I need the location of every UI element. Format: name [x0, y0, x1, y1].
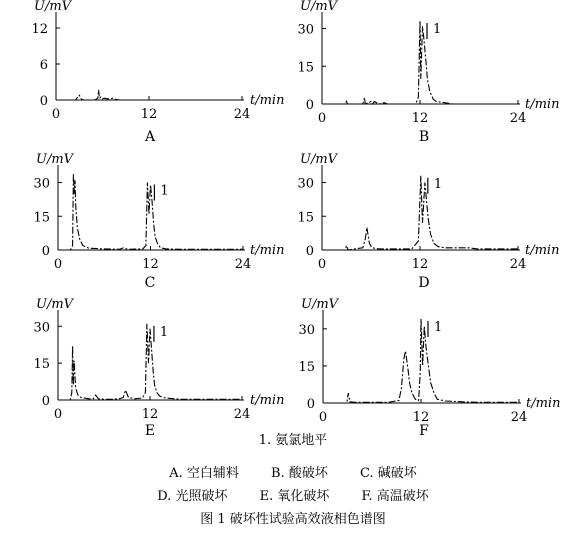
legend-row-2	[0, 489, 586, 505]
panel-b-y-tick-label-0: 0	[305, 98, 314, 113]
panel-a-x-tick-label-24: 24	[233, 107, 251, 122]
panel-c-x-axis-label: t/min	[250, 243, 285, 258]
panel-a-x-axis-label: t/min	[250, 93, 285, 108]
panel-d-x-axis-label: t/min	[525, 243, 560, 258]
panel-f-letter: F	[419, 423, 429, 439]
panel-f-x-tick-label-12: 12	[412, 410, 430, 425]
panel-c-y-tick-label-0: 0	[41, 244, 50, 259]
legend-item-c: C. 碱破坏	[360, 466, 417, 481]
panel-c-x-tick-label-12: 12	[142, 257, 159, 272]
panel-f-y-tick-label-15: 15	[298, 359, 315, 375]
panel-b-y-tick-label-30: 30	[297, 22, 314, 38]
panel-d-x-tick-label-12: 12	[411, 257, 429, 272]
panel-e-peak-label: 1	[159, 324, 169, 340]
panel-a-x-tick-label-0: 0	[51, 107, 61, 122]
panel-d-x-tick-label-0: 0	[317, 257, 327, 272]
panel-c-x-tick-label-0: 0	[53, 257, 63, 272]
panel-a-y-axis-label: U/mV	[34, 0, 72, 14]
panel-d-y-tick-label-0: 0	[305, 244, 314, 259]
panel-e-letter: E	[144, 423, 156, 439]
panel-f-trace-0	[326, 319, 519, 403]
panel-d-trace-0	[325, 176, 518, 250]
panel-e-y-tick-label-15: 15	[33, 357, 50, 373]
panel-b-y-tick-label-15: 15	[297, 60, 314, 76]
panel-e-x-tick-label-0: 0	[53, 407, 63, 422]
panel-a-y-tick-label-12: 12	[31, 22, 48, 37]
panel-f-x-tick-label-24: 24	[510, 410, 528, 425]
legend-item-f: F. 高温破坏	[361, 489, 429, 504]
panel-f-peak-label: 1	[434, 319, 443, 335]
panel-e-x-tick-label-24: 24	[233, 407, 251, 422]
panel-f-y-tick-label-30: 30	[298, 322, 315, 338]
panel-a-trace-0	[59, 90, 180, 100]
panel-c-y-axis-label: U/mV	[36, 152, 74, 167]
panel-e-y-tick-label-30: 30	[33, 320, 50, 336]
panel-e-x-tick-label-12: 12	[141, 407, 159, 422]
panel-d-y-tick-label-15: 15	[297, 210, 314, 226]
panel-a-letter: A	[144, 129, 156, 145]
panel-a-x-tick-label-12: 12	[140, 107, 158, 122]
panel-a-y-tick-label-0: 0	[39, 94, 48, 109]
panel-b-x-tick-label-12: 12	[411, 111, 429, 126]
panel-e-trace-0	[61, 324, 242, 400]
panel-c-peak-label: 1	[160, 183, 169, 199]
panel-e-y-axis-label: U/mV	[36, 297, 74, 312]
panel-c-x-tick-label-24: 24	[234, 257, 252, 272]
panel-b-trace-0	[338, 21, 518, 104]
legend-item-a: A. 空白辅料	[169, 466, 239, 481]
panel-d-y-tick-label-30: 30	[297, 176, 314, 192]
panel-f-x-tick-label-0: 0	[318, 410, 328, 425]
panel-a-y-tick-label-6: 6	[39, 58, 48, 73]
legend-item-e: E. 氧化破坏	[259, 489, 330, 504]
panel-f-y-tick-label-0: 0	[306, 397, 315, 412]
panel-e-x-axis-label: t/min	[250, 393, 285, 408]
panel-d-letter: D	[418, 275, 430, 291]
panel-b-x-axis-label: t/min	[525, 97, 560, 112]
legend-row-1	[0, 466, 586, 482]
panel-b-peak-label: 1	[433, 22, 442, 38]
panel-c-letter: C	[144, 275, 156, 291]
panel-e-y-tick-label-0: 0	[41, 394, 50, 409]
panel-b-letter: B	[418, 129, 430, 145]
panel-b-x-tick-label-0: 0	[317, 111, 327, 126]
legend-item-d: D. 光照破坏	[157, 489, 228, 504]
panel-d-peak-label: 1	[433, 176, 443, 192]
panel-d-y-axis-label: U/mV	[300, 152, 338, 167]
panel-b-y-axis-label: U/mV	[300, 0, 338, 14]
panel-c-y-tick-label-15: 15	[33, 210, 50, 226]
panel-b-x-tick-label-24: 24	[509, 111, 527, 126]
panel-f-x-axis-label: t/min	[526, 396, 561, 411]
figure-title: 图 1 破坏性试验高效液相色谱图	[200, 512, 386, 527]
panel-d-x-tick-label-24: 24	[509, 257, 527, 272]
panel-f-y-axis-label: U/mV	[301, 297, 339, 312]
panel-c-trace-0	[61, 174, 243, 251]
legend-item-b: B. 酸破坏	[271, 466, 328, 481]
peak-note: 1. 氨氯地平	[258, 433, 328, 448]
panel-c-y-tick-label-30: 30	[33, 176, 50, 192]
